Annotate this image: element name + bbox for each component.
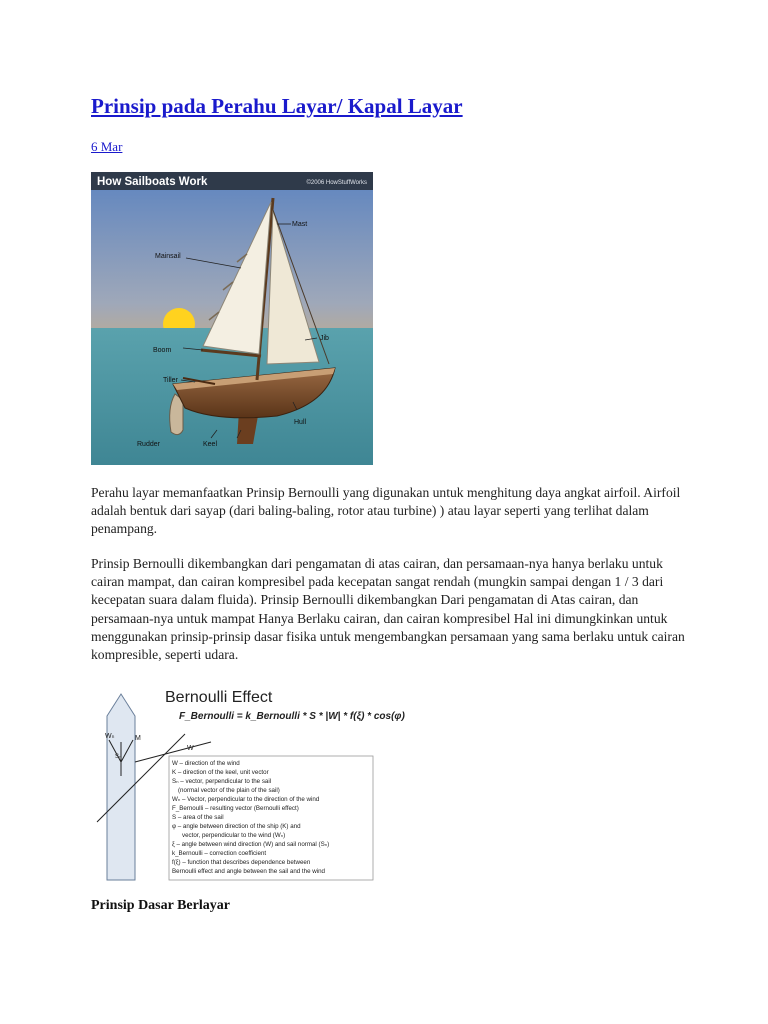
label-hull: Hull xyxy=(294,419,307,426)
bernoulli-formula: F_Bernoulli = k_Bernoulli * S * |W| * f(ξ) * cos(φ) xyxy=(179,711,405,722)
legend-line: k_Bernoulli – correction coefficient xyxy=(172,850,267,857)
legend-line: S – area of the sail xyxy=(172,814,224,821)
label-boom: Boom xyxy=(153,347,172,354)
label-tiller: Tiller xyxy=(163,377,178,384)
vec-label-m: M xyxy=(135,735,141,742)
subheading-prinsip-dasar: Prinsip Dasar Berlayar xyxy=(91,898,230,913)
legend-line: Wₙ – Vector, perpendicular to the direction of the wind xyxy=(172,796,320,803)
legend-line: ξ – angle between wind direction (W) and sail normal (Sₙ) xyxy=(172,841,330,848)
label-keel: Keel xyxy=(203,441,218,448)
legend-line: Bernoulli effect and angle between the sail and the wind xyxy=(172,868,325,875)
bernoulli-effect-diagram xyxy=(91,682,405,882)
label-mast: Mast xyxy=(292,221,308,228)
legend-line: W – direction of the wind xyxy=(172,760,240,767)
post-date-link[interactable]: 6 Mar xyxy=(91,139,123,154)
legend-line: φ – angle between direction of the ship (K) and xyxy=(172,823,301,830)
legend-line: vector, perpendicular to the wind (Wₙ) xyxy=(182,832,286,839)
vec-label-w: W xyxy=(187,745,194,752)
legend-line: Sₙ – vector, perpendicular to the sail xyxy=(172,778,272,785)
banner-title: How Sailboats Work xyxy=(97,176,208,188)
vec-label-sn: Sₙ xyxy=(115,754,122,760)
paragraph-bernoulli: Prinsip Bernoulli dikembangkan dari pengamatan di atas cairan, dan persamaan-nya hanya berlaku untuk cairan mampat, dan cairan kompresibel pada kecepatan sangat rendah (mungkin sampai dengan 1 / 3 dari kecepatan suara dalam fluida). Prinsip Bernoulli dikembangkan Dari pengamatan di Atas cairan, dan persamaan-nya untuk mampat Hanya Berlaku cairan, dan cairan kompresibel Hal ini dimungkinkan untuk menggunakan prinsip-prinsip dasar fisika untuk mengembangkan persamaan yang sama berlaku untuk cairan kompresible, seperti udara. xyxy=(91,556,685,663)
legend-line: K – direction of the keel, unit vector xyxy=(172,769,269,776)
label-mainsail: Mainsail xyxy=(155,253,181,260)
legend-line: (normal vector of the plain of the sail) xyxy=(178,787,280,794)
legend-line: f(ξ) – function that describes dependence between xyxy=(172,859,311,866)
bernoulli-title: Bernoulli Effect xyxy=(165,689,273,706)
post-title-link[interactable]: Prinsip pada Perahu Layar/ Kapal Layar xyxy=(91,94,463,118)
vec-label-wn: Wₙ xyxy=(105,733,115,740)
label-jib: Jib xyxy=(320,335,329,342)
label-rudder: Rudder xyxy=(137,441,160,448)
banner-credit: ©2006 HowStuffWorks xyxy=(306,180,367,186)
legend-line: F_Bernoulli – resulting vector (Bernoulli effect) xyxy=(172,805,299,812)
paragraph-airfoil: Perahu layar memanfaatkan Prinsip Bernoulli yang digunakan untuk menghitung daya angkat airfoil. Airfoil adalah bentuk dari sayap (dari baling-baling, rotor atau turbine) ) atau layar seperti yang terlihat dalam penampang. xyxy=(91,485,681,537)
ship-outline xyxy=(107,694,135,880)
sailboat-illustration xyxy=(91,172,373,465)
